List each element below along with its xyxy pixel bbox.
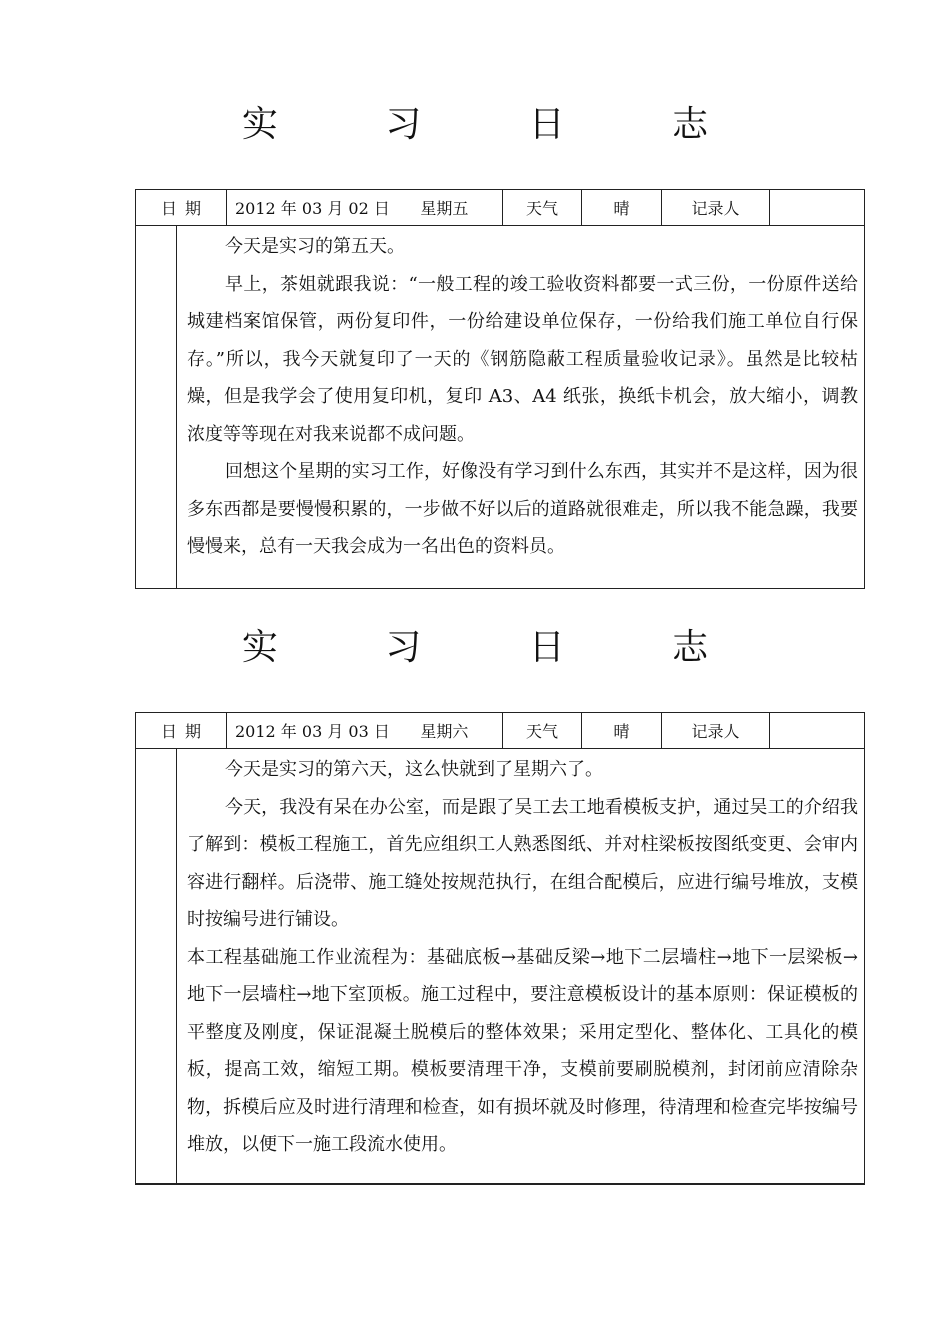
log-header-row [136, 713, 864, 749]
paragraph: 今天是实习的第六天，这么快就到了星期六了。 [225, 759, 603, 780]
log-body [136, 749, 864, 1184]
log-table [135, 712, 865, 1185]
date-value: 2012 年 03 月 03 日 星期六 [227, 713, 503, 748]
recorder-value [770, 190, 864, 225]
log-header-row [136, 190, 864, 226]
paragraph: 本工程基础施工作业流程为：基础底板→基础反梁→地下二层墙柱→地下一层梁板→地下一层墙柱→地下室顶板。施工过程中，要注意模板设计的基本原则：保证模板的平整度及刚度，保证混凝土脱模后的整体效果；采用定型化、整体化、工具化的模板，提高工效，缩短工期。模板要清理干净，支模前要刷脱模剂，封闭前应清除杂物，拆模后应及时进行清理和检查，如有损坏就及时修理，待清理和检查完毕按编号堆放，以便下一施工段流水使用。 [187, 946, 858, 1155]
weather-value: 晴 [582, 713, 662, 748]
weather-label: 天气 [503, 190, 582, 225]
date-label: 日期 [136, 713, 227, 748]
side-column [136, 749, 177, 1184]
weather-value: 晴 [582, 190, 662, 225]
page-title: 实 习 日 志 [241, 104, 757, 145]
weather-label: 天气 [503, 713, 582, 748]
recorder-label: 记录人 [662, 190, 770, 225]
log-content [177, 226, 864, 589]
paragraph: 早上，茶姐就跟我说：“一般工程的竣工验收资料都要一式三份，一份原件送给城建档案馆保管，两份复印件，一份给建设单位保存，一份给我们施工单位自行保存。”所以，我今天就复印了一天的《钢筋隐蔽工程质量验收记录》。虽然是比较枯燥，但是我学会了使用复印机，复印 A3、A4 纸张，换纸卡机会，放大缩小，调教浓度等等现在对我来说都不成问题。 [187, 273, 858, 445]
recorder-value [770, 713, 864, 748]
side-column [136, 226, 177, 589]
log-body [136, 226, 864, 589]
paragraph: 今天是实习的第五天。 [225, 236, 405, 257]
log-content [177, 749, 864, 1184]
recorder-label: 记录人 [662, 713, 770, 748]
date-value: 2012 年 03 月 02 日 星期五 [227, 190, 503, 225]
paragraph: 回想这个星期的实习工作，好像没有学习到什么东西，其实并不是这样，因为很多东西都是要慢慢积累的，一步做不好以后的道路就很难走，所以我不能急躁，我要慢慢来，总有一天我会成为一名出色的资料员。 [187, 461, 858, 557]
paragraph: 今天，我没有呆在办公室，而是跟了吴工去工地看模板支护，通过吴工的介绍我了解到：模板工程施工，首先应组织工人熟悉图纸、并对柱梁板按图纸变更、会审内容进行翻样。后浇带、施工缝处按规范执行，在组合配模后，应进行编号堆放，支模时按编号进行铺设。 [187, 796, 858, 930]
page-title: 实 习 日 志 [241, 627, 757, 668]
date-label: 日期 [136, 190, 227, 225]
log-table [135, 189, 865, 589]
